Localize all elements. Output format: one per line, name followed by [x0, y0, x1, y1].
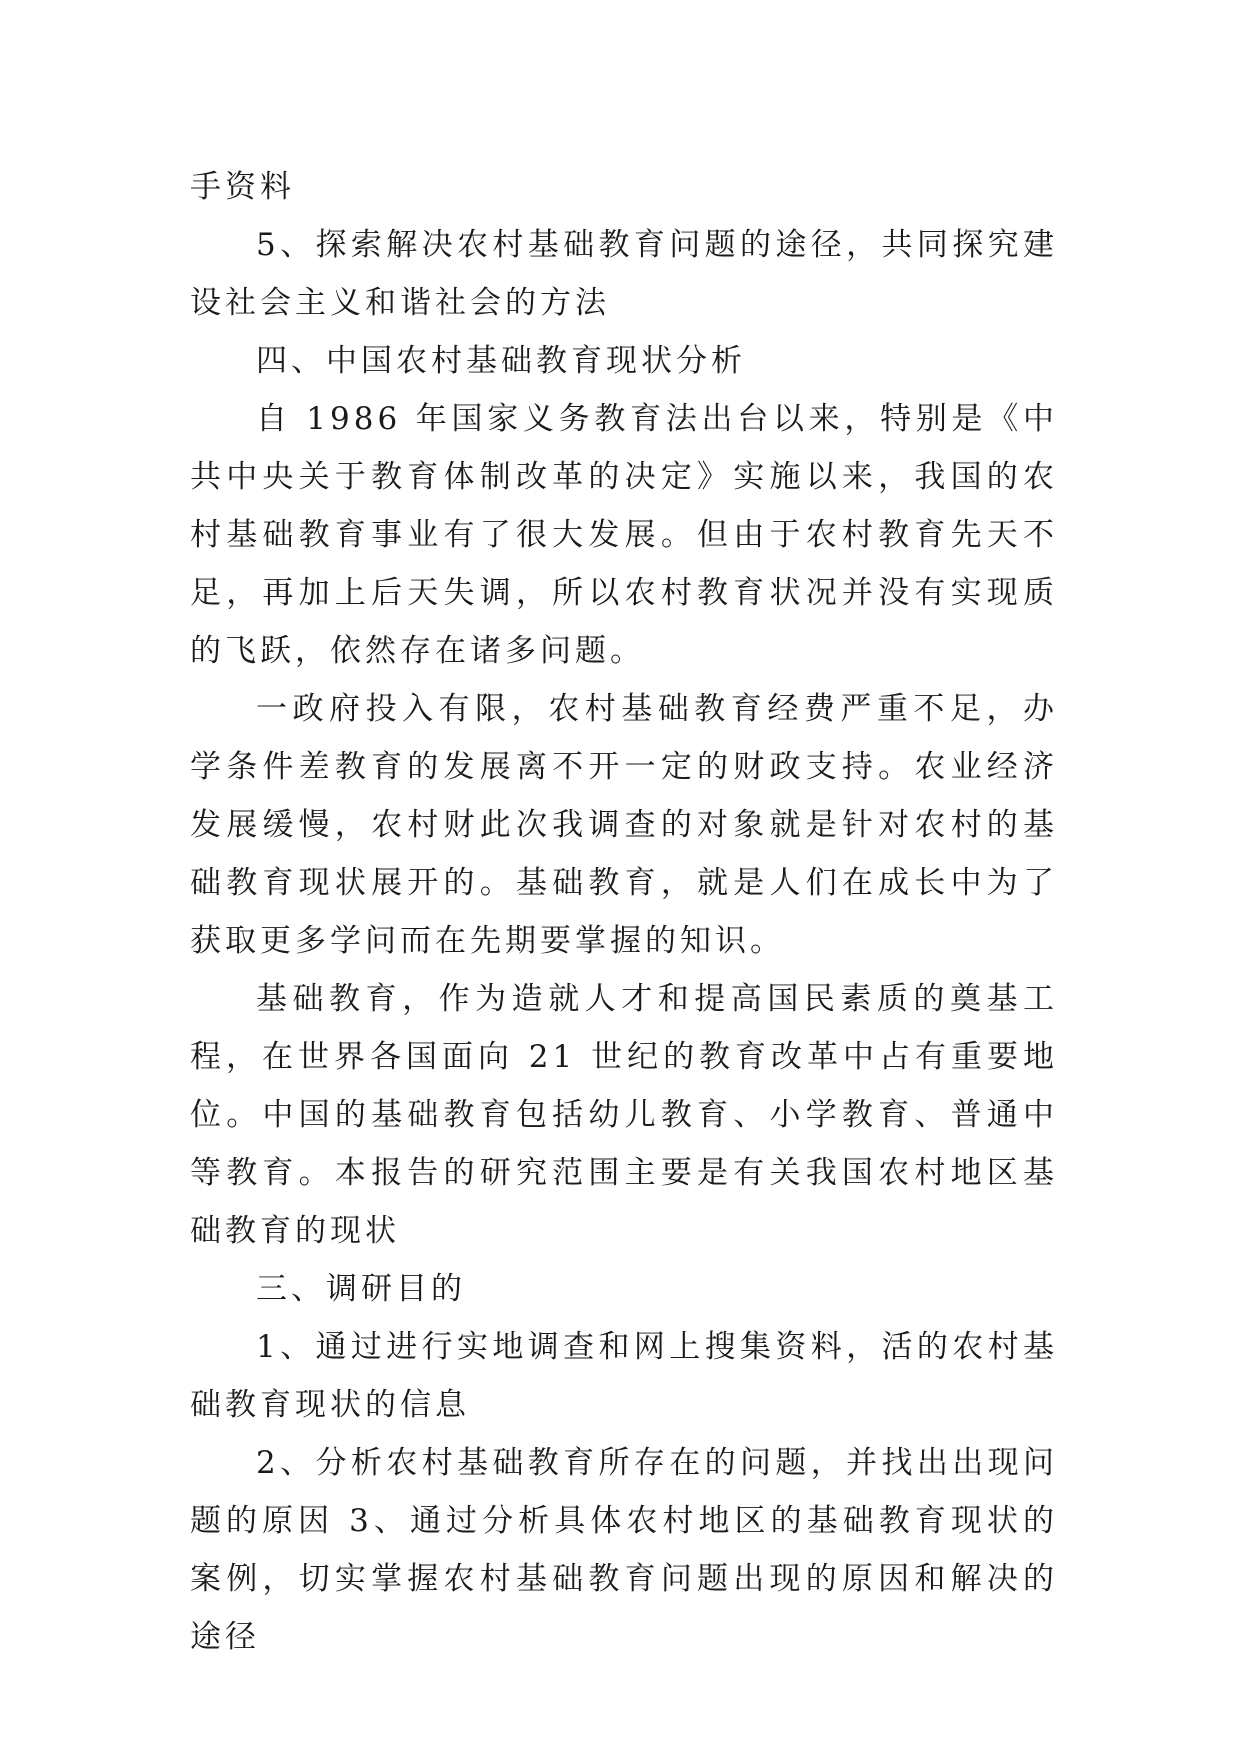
paragraph-basic-education: 基础教育，作为造就人才和提高国民素质的奠基工程，在世界各国面向 21 世纪的教育改革中占有重要地位。中国的基础教育包括幼儿教育、小学教育、普通中等教育。本报告的研究范围主要是有关我国农村地区基础教育的现状: [190, 981, 1058, 1249]
paragraph-education-law: 自 1986 年国家义务教育法出台以来，特别是《中共中央关于教育体制改革的决定》实施以来，我国的农村基础教育事业有了很大发展。但由于农村教育先天不足，再加上后天失调，所以农村教育状况并没有实现质的飞跃，依然存在诸多问题。: [190, 401, 1058, 669]
section-heading-3: 三、调研目的: [256, 1271, 466, 1307]
paragraph-item-1: 1、通过进行实地调查和网上搜集资料，活的农村基础教育现状的信息: [190, 1329, 1058, 1423]
paragraph-item-5: 5、探索解决农村基础教育问题的途径，共同探究建设社会主义和谐社会的方法: [190, 227, 1058, 321]
paragraph-government-investment: 一政府投入有限，农村基础教育经费严重不足，办学条件差教育的发展离不开一定的财政支持。农业经济发展缓慢，农村财此次我调查的对象就是针对农村的基础教育现状展开的。基础教育，就是人们在成长中为了获取更多学问而在先期要掌握的知识。: [190, 691, 1058, 959]
document-body: [190, 158, 1058, 1666]
paragraph-item-2-3: 2、分析农村基础教育所存在的问题，并找出出现问题的原因 3、通过分析具体农村地区的基础教育现状的案例，切实掌握农村基础教育问题出现的原因和解决的途径: [190, 1445, 1058, 1655]
section-heading-4: 四、中国农村基础教育现状分析: [256, 343, 746, 379]
paragraph-continuation: 手资料: [190, 169, 295, 205]
